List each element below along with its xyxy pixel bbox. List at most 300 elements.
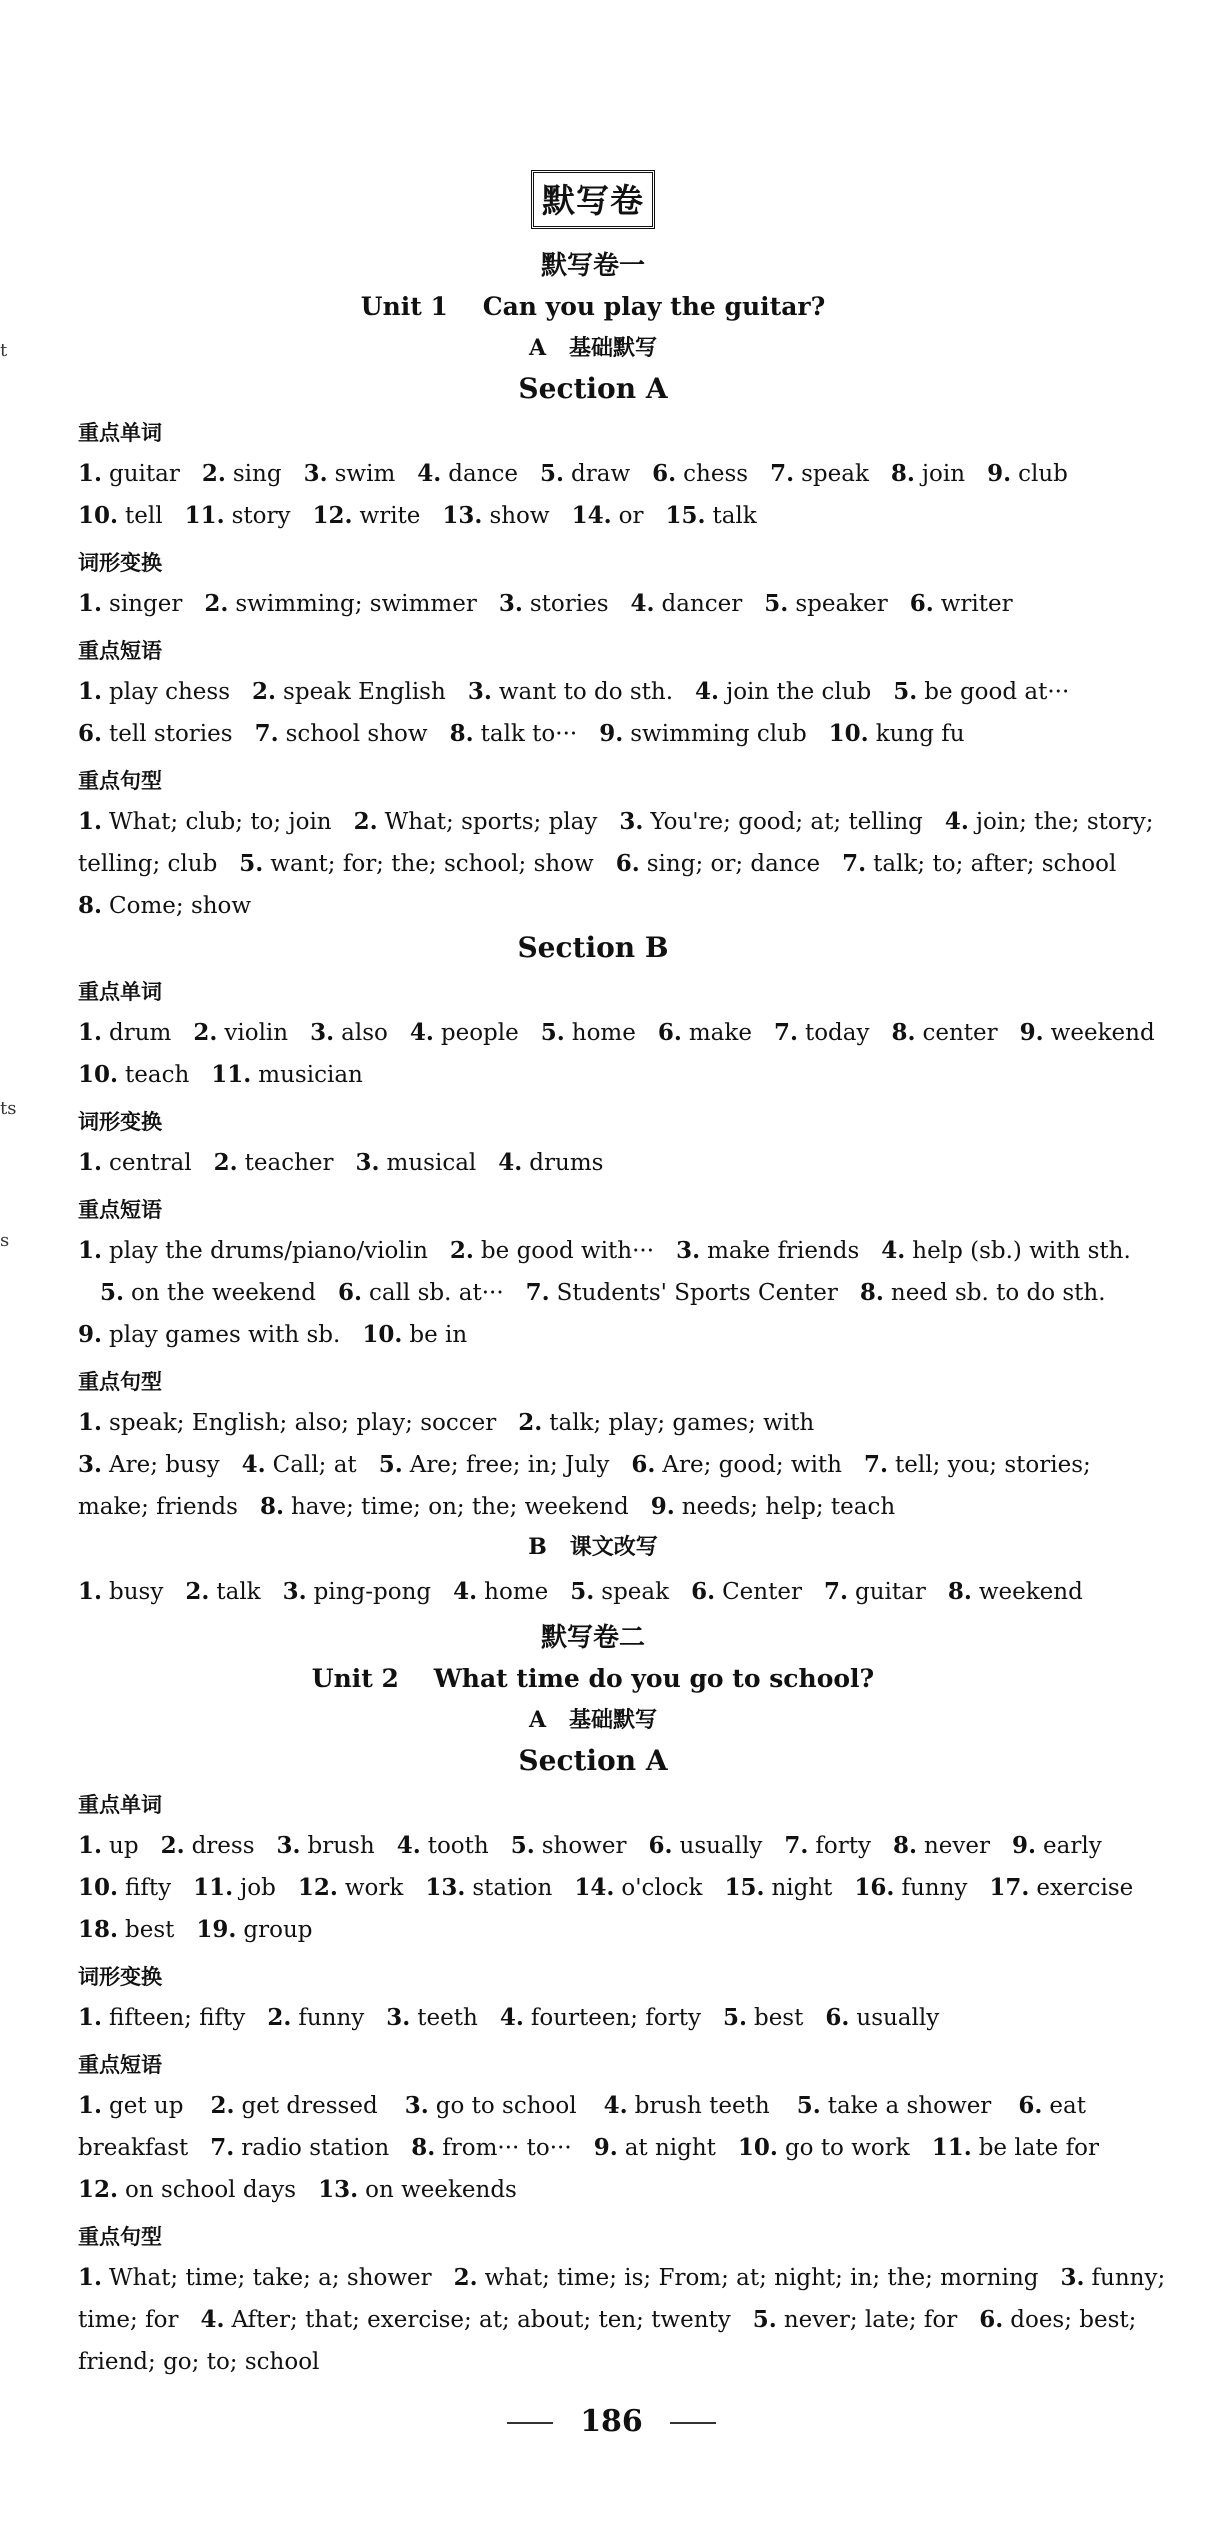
answer-line [78,671,1108,713]
answer-text: forty [815,1833,871,1859]
answer-text: tell stories [109,721,233,747]
answer-text: go to work [784,2135,910,2161]
answer-text: o'clock [621,1875,703,1901]
answer-item [764,591,887,617]
answer-number: 2. [193,1019,218,1046]
answer-number: 12. [297,1874,338,1901]
answer-number: 1. [78,1832,103,1859]
answer-item [78,1494,238,1520]
answer-number: 2. [204,590,229,617]
answer-number: 3. [78,1451,103,1478]
answer-text: After; that; exercise; at; about; ten; twenty [231,2307,731,2333]
answer-text: stories [529,591,609,617]
answer-item [695,679,871,705]
paper-title: 默写卷二 [540,1623,645,1653]
answer-line [78,1444,1108,1486]
answer-text: Come; show [109,893,252,919]
answer-text: tell; you; stories; [895,1452,1091,1478]
answer-number: 9. [593,2134,618,2161]
answer-item [211,1062,363,1088]
answer-text: does; best; [1010,2307,1137,2333]
answer-text: from··· to··· [442,2135,572,2161]
answer-line [78,2257,1166,2299]
answer-number: 6. [78,720,103,747]
answer-number: 8. [859,1279,884,1306]
answer-number: 3. [310,1019,335,1046]
answer-text: club [1018,461,1068,487]
answer-item [78,591,182,617]
answer-number: 12. [312,502,353,529]
answer-text: call sb. at··· [368,1280,504,1306]
answer-line [78,583,1108,625]
answer-item [500,2005,701,2031]
answer-item [652,461,748,487]
answer-number: 9. [650,1493,675,1520]
answer-text: get dressed [241,2093,378,2119]
answer-item [410,1020,519,1046]
answer-text: center [922,1020,998,1046]
answer-number: 8. [411,2134,436,2161]
answer-item [540,461,630,487]
answer-item [881,1238,1131,1264]
unit-title: Unit 2 What time do you go to school? [311,1664,875,1693]
answer-item [78,1410,496,1436]
answer-number: 7. [863,1451,888,1478]
answer-text: central [109,1150,192,1176]
answer-item [78,1020,171,1046]
answer-text: Are; good; with [662,1452,842,1478]
answer-number: 8. [78,892,103,919]
answer-item [631,591,743,617]
part-title: A 基础默写 [528,335,658,361]
section-title: Section B [517,931,669,964]
answer-text: join [921,461,966,487]
answer-number: 11. [931,2134,972,2161]
answer-line [78,843,1117,885]
answer-item [405,2085,577,2127]
answer-text: home [484,1579,549,1605]
category-heading: 词形变换 [78,1110,162,1134]
answer-number: 7. [770,460,795,487]
answer-number: 9. [78,1321,103,1348]
answer-item [770,461,869,487]
edge-mark: s [0,1230,10,1251]
answer-number: 8. [891,1019,916,1046]
footer-dash [507,2422,553,2424]
answer-text: play the drums/piano/violin [109,1238,428,1264]
answer-number: 2. [353,808,378,835]
answer-text: group [243,1917,313,1943]
answer-text: never; late; for [783,2307,958,2333]
answer-item [78,721,233,747]
answer-number: 4. [603,2092,628,2119]
answer-number: 3. [498,590,523,617]
answer-number: 6. [652,460,677,487]
answer-item [619,801,923,843]
answer-item [891,1020,997,1046]
answer-text: Center [722,1579,802,1605]
answer-line [78,1230,1131,1272]
answer-number: 7. [525,1279,550,1306]
answer-text: dance [448,461,519,487]
answer-item [78,893,251,919]
answer-text: usually [856,2005,940,2031]
answer-text: teach [125,1062,190,1088]
answer-number: 3. [282,1578,307,1605]
answer-item [313,503,421,529]
answer-item [78,503,163,529]
answer-number: 4. [241,1451,266,1478]
answer-number: 3. [619,808,644,835]
answer-text: speaker [795,591,888,617]
answer-number: 4. [695,678,720,705]
answer-text: today [804,1020,870,1046]
answer-text: have; time; on; the; weekend [290,1494,629,1520]
answer-line [78,1054,1108,1096]
answer-text: be good at··· [924,679,1070,705]
answer-number: 6. [1018,2092,1043,2119]
answer-number: 3. [303,460,328,487]
category-heading: 重点单词 [78,980,162,1004]
answer-item [185,503,291,529]
answer-number: 15. [724,1874,765,1901]
answer-text: story [231,503,291,529]
answer-item [676,1238,859,1264]
answer-text: brush [307,1833,375,1859]
answer-line [78,1825,1108,1867]
answer-item [304,461,396,487]
answer-item [784,1833,871,1859]
answer-number: 4. [944,808,969,835]
answer-number: 13. [318,2176,359,2203]
answer-number: 7. [784,1832,809,1859]
answer-text: make [688,1020,752,1046]
answer-text: want to do sth. [498,679,674,705]
answer-item [362,1322,467,1348]
answer-line [78,1571,1108,1613]
answer-number: 16. [854,1874,895,1901]
answer-text: home [571,1020,636,1046]
answer-item [948,1579,1083,1605]
answer-text: violin [224,1020,289,1046]
answer-number: 7. [254,720,279,747]
answer-text: musician [258,1062,363,1088]
page-number: 186 [580,2404,643,2439]
answer-text: talk [216,1579,261,1605]
answer-text: guitar [109,461,180,487]
answer-text: guitar [854,1579,926,1605]
answer-item [594,2135,716,2161]
answer-item [498,1150,603,1176]
answer-number: 4. [200,2306,225,2333]
answer-text: drums [529,1150,604,1176]
answer-number: 5. [570,1578,595,1605]
answer-item [78,1444,220,1486]
answer-number: 2. [449,1237,474,1264]
answer-item [161,1833,255,1859]
answer-number: 18. [78,1916,119,1943]
unit-title: Unit 1 Can you play the guitar? [360,292,826,321]
answer-number: 2. [518,1409,543,1436]
answer-text: sing [232,461,282,487]
answer-number: 6. [615,850,640,877]
answer-number: 3. [355,1149,380,1176]
answer-item [214,1150,334,1176]
answer-item [572,503,644,529]
answer-item [78,679,230,705]
answer-text: talk; to; after; school [873,851,1117,877]
answer-number: 5. [378,1451,403,1478]
answer-item [318,2177,517,2203]
answer-item [252,679,446,705]
answer-text: busy [109,1579,164,1605]
answer-item [78,1917,174,1943]
answer-number: 6. [631,1451,656,1478]
answer-number: 3. [467,678,492,705]
answer-text: job [240,1875,276,1901]
answer-number: 5. [893,678,918,705]
answer-number: 5. [100,1279,125,1306]
answer-number: 2. [213,1149,238,1176]
answer-text: ping-pong [313,1579,432,1605]
answer-text: brush teeth [634,2093,770,2119]
answer-item [78,1579,163,1605]
answer-item [468,679,673,705]
answer-item [1020,1020,1155,1046]
paper-title: 默写卷一 [540,251,645,281]
answer-number: 5. [540,460,565,487]
answer-line [78,495,1108,537]
answer-text: best [753,2005,804,2031]
answer-number: 10. [78,1061,119,1088]
answer-item [499,591,609,617]
answer-text: exercise [1036,1875,1134,1901]
answer-number: 1. [78,1019,103,1046]
answer-text: swim [334,461,396,487]
answer-item [691,1579,802,1605]
answer-item [78,461,180,487]
answer-number: 8. [947,1578,972,1605]
answer-item [78,2005,245,2031]
answer-number: 1. [78,1237,103,1264]
answer-item [541,1020,636,1046]
answer-text: weekend [978,1579,1083,1605]
answer-item [824,1579,926,1605]
answer-text: singer [109,591,183,617]
answer-number: 5. [540,1019,565,1046]
answer-item [338,1280,504,1306]
answer-item [723,2005,803,2031]
answer-item [78,1062,189,1088]
answer-number: 1. [78,2264,103,2291]
answer-item [100,1280,316,1306]
answer-text: speak English [283,679,446,705]
answer-number: 6. [337,1279,362,1306]
answer-number: 11. [184,502,225,529]
answer-item [738,2135,910,2161]
answer-text: up [109,1833,139,1859]
answer-text: What; club; to; join [109,809,332,835]
answer-item [932,2135,1099,2161]
answer-text: never [923,1833,991,1859]
answer-line [78,801,1154,843]
answer-text: time; for [78,2307,179,2333]
answer-line [78,1314,1108,1356]
answer-line [78,713,1108,755]
answer-item [78,2177,296,2203]
answer-item [651,1494,895,1520]
answer-text: show [489,503,550,529]
answer-item [825,2005,939,2031]
answer-item [255,721,428,747]
answer-line [78,1867,1134,1909]
answer-number: 3. [676,1237,701,1264]
answer-item [267,2005,364,2031]
answer-number: 7. [842,850,867,877]
answer-number: 10. [737,2134,778,2161]
answer-item [910,591,1013,617]
answer-text: usually [679,1833,763,1859]
answer-line [78,2341,1108,2383]
answer-text: swimming; swimmer [235,591,477,617]
answer-item [864,1444,1091,1486]
answer-item [283,1579,432,1605]
answer-number: 1. [78,1149,103,1176]
answer-number: 6. [657,1019,682,1046]
answer-number: 5. [796,2092,821,2119]
answer-item [665,503,756,529]
answer-text: station [472,1875,553,1901]
answer-text: radio station [241,2135,390,2161]
answer-item [574,1875,702,1901]
answer-text: musical [386,1150,477,1176]
answer-text: join; the; story; [975,809,1154,835]
answer-item [893,1833,990,1859]
answer-text: shower [541,1833,627,1859]
answer-number: 2. [252,678,277,705]
answer-number: 9. [1019,1019,1044,1046]
answer-item [945,801,1154,843]
answer-item [829,721,965,747]
answer-text: friend; go; to; school [78,2349,320,2375]
answer-number: 4. [417,460,442,487]
answer-item [78,1322,340,1348]
answer-item [518,1410,814,1436]
answer-item [196,1917,312,1943]
answer-number: 11. [193,1874,234,1901]
answer-item [774,1020,870,1046]
answer-text: breakfast [78,2135,189,2161]
page-footer [0,2404,1223,2439]
answer-line [78,1142,1108,1184]
answer-item [193,1875,276,1901]
answer-number: 6. [648,1832,673,1859]
answer-item [397,1833,489,1859]
footer-dash [670,2422,716,2424]
category-heading: 重点单词 [78,1793,162,1817]
answer-item [425,1875,552,1901]
answer-text: kung fu [875,721,965,747]
category-heading: 重点句型 [78,2225,162,2249]
answer-text: fourteen; forty [530,2005,701,2031]
answer-text: speak; English; also; play; soccer [109,1410,497,1436]
answer-text: play games with sb. [109,1322,341,1348]
answer-item [200,2299,730,2341]
answer-number: 19. [196,1916,237,1943]
answer-text: people [440,1020,519,1046]
answer-text: night [771,1875,833,1901]
edge-mark: ts [0,1098,17,1119]
answer-item [204,591,477,617]
answer-number: 4. [630,590,655,617]
answer-text: or [618,503,644,529]
answer-text: fifteen; fifty [109,2005,246,2031]
answer-line [78,2127,1108,2169]
category-heading: 词形变换 [78,551,162,575]
answer-text: work [344,1875,404,1901]
answer-item [987,461,1068,487]
answer-number: 6. [691,1578,716,1605]
answer-number: 4. [409,1019,434,1046]
answer-line [78,1272,1108,1314]
answer-text: dress [191,1833,255,1859]
answer-text: write [359,503,421,529]
answer-line [78,1997,1108,2039]
answer-text: telling; club [78,851,218,877]
answer-text: sing; or; dance [646,851,821,877]
answer-item [78,1875,171,1901]
answer-number: 3. [404,2092,429,2119]
answer-number: 1. [78,460,103,487]
answer-text: take a shower [827,2093,992,2119]
answer-number: 14. [571,502,612,529]
answer-item [78,1238,428,1264]
answer-text: join the club [726,679,872,705]
answer-item [442,503,549,529]
category-heading: 重点短语 [78,2053,162,2077]
answer-number: 15. [665,502,706,529]
answer-number: 3. [1060,2264,1085,2291]
answer-item [411,2135,571,2161]
answer-item [210,2135,389,2161]
answer-item [78,2257,432,2299]
answer-line [78,1012,1155,1054]
answer-text: dancer [661,591,743,617]
answer-item [511,1833,627,1859]
answer-item [854,1875,967,1901]
answer-number: 8. [892,1832,917,1859]
section-title: Section A [518,372,668,405]
answer-item [78,1150,192,1176]
answer-line [78,1402,1108,1444]
answer-text: speak [601,1579,670,1605]
answer-number: 17. [989,1874,1030,1901]
answer-item [893,679,1069,705]
answer-number: 4. [881,1237,906,1264]
answer-item [239,851,593,877]
answer-number: 1. [78,808,103,835]
answer-number: 9. [987,460,1012,487]
answer-item [450,721,578,747]
answer-text: eat [1049,2093,1086,2119]
answer-item [1018,2085,1086,2127]
category-heading: 重点单词 [78,421,162,445]
answer-number: 6. [825,2004,850,2031]
answer-text: on weekends [365,2177,517,2203]
category-heading: 重点短语 [78,1198,162,1222]
answer-text: on school days [125,2177,297,2203]
answer-line [78,1909,1108,1951]
